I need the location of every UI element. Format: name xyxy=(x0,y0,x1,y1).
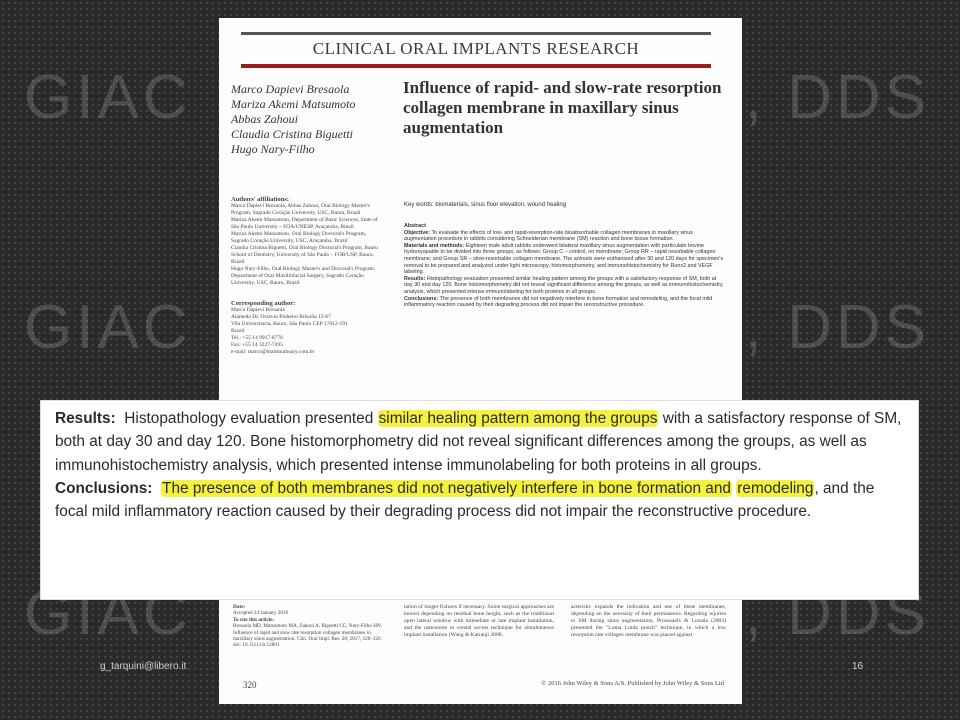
conclusions-highlight: remodeling xyxy=(737,479,814,497)
affiliations-heading: Authors' affiliations: xyxy=(231,196,289,203)
affiliation: Marco Dapievi Bresaola, Abbas Zahoui, Oral Biology Master's Program, Sagrado Coração University, USC, Bauru, Brazil xyxy=(231,203,370,216)
conclusions-label: Conclusions: xyxy=(55,479,153,497)
abstract-text: Histopathology evaluation presented similar healing pattern among the groups with a satisfactory response of SM, both at day 30 and day 120. Bone histomorphometry did not reveal significant difference among the groups, as well as immunohistochemistry analysis, which presented intense immunolabeling for both proteins in all groups. xyxy=(404,275,723,295)
correspondence-line: Fax: +55 14 3227-7495 xyxy=(231,342,283,348)
watermark-right: , DDS xyxy=(744,63,930,132)
correspondence-line: Alameda Dr. Octavio Pinheiro Brisolla 12-67 xyxy=(231,314,331,320)
zoom-callout xyxy=(41,401,918,599)
journal-rule xyxy=(241,64,711,68)
page-number: 320 xyxy=(243,680,257,690)
watermark-left: GIAC xyxy=(24,293,192,362)
journal-name: CLINICAL ORAL IMPLANTS RESEARCH xyxy=(241,32,711,59)
correspondence-heading: Corresponding author: xyxy=(231,300,296,307)
abstract xyxy=(404,223,724,309)
affiliation: Mariza Akemi Matsumoto, Department of Basic Sciences, State of São Paulo University – FOA/UNESP, Araçatuba, Brazil xyxy=(231,217,378,230)
correspondence-line: Brazil xyxy=(231,328,245,334)
body-column-3: acteristic expands the indication and use of these membranes, depending on the necessity of their permanence. Regarding injuries to SM during sinus augmentation, Proussaefs & Lozada (2003) presented the "Loma Linda pouch" technique, in which a low resorption rate collagen membrane was placed against xyxy=(571,604,726,638)
watermark-right: , DDS xyxy=(744,579,930,648)
results-text: Histopathology evaluation presented xyxy=(124,410,374,427)
results-text: with a satisfactory response of SM, both at day 30 and day 120. Bone histomorphometry did not reveal significant differences among the groups, as well as immunohistochemistry analysis, which presented intense immunolabeling for both proteins in all groups. xyxy=(55,410,902,474)
abstract-text: Eighteen male adult rabbits underwent bilateral maxillary sinus augmentation with particulate bovine hydroxyapatite to be divided into three groups, as follows: Group C – control, no membrane; Group RR – rapid resorbable collagen membrane; and Group SR – slow-resorbable collagen membrane. The animals were euthanized after 30 and 120 days for specimen's removal to be prepared and analyzed under light microscopy, histomorphometry, and immunohistochemistry for Runx2 and VEGF labeling. xyxy=(404,242,724,276)
results-label: Results: xyxy=(55,410,116,427)
author: Marco Dapievi Bresaola xyxy=(231,82,350,96)
abstract-section-methods xyxy=(404,243,724,276)
correspondence-line: Vila Universitaria, Bauru, São Paulo CEP 17012-191 xyxy=(231,321,348,327)
correspondence-line: e-mail: marco@martmuthoary.com.br xyxy=(231,349,315,355)
affiliations xyxy=(231,196,381,287)
correspondence xyxy=(231,300,381,356)
abstract-label: Materials and methods: xyxy=(404,242,465,249)
abstract-label: Conclusions: xyxy=(404,295,439,302)
slide-number: 16 xyxy=(852,661,864,672)
author-list xyxy=(231,82,355,157)
watermark-left: GIAC xyxy=(24,579,192,648)
author: Hugo Nary-Filho xyxy=(231,142,315,156)
article-title: Influence of rapid- and slow-rate resorption collagen membrane in maxillary sinus augmentation xyxy=(403,78,722,137)
copyright: © 2016 John Wiley & Sons A/S. Published by John Wiley & Sons Ltd xyxy=(541,680,724,687)
keywords: Key words: biomaterials, sinus floor elevation, wound healing xyxy=(404,202,567,208)
abstract-label: Objective: xyxy=(404,229,431,236)
affiliation: Hugo Nary-Filho, Oral Biology Master's and Doctoral's Program, Department of Oral Maxillofacial Surgery, Sagrado Coração University, USC, Bauru, Brazil xyxy=(231,266,376,286)
correspondence-line: Marco Dapievi Bresaola xyxy=(231,307,285,313)
abstract-heading: Abstract xyxy=(404,223,426,229)
abstract-section-results xyxy=(404,276,724,296)
author: Abbas Zahoui xyxy=(231,112,299,126)
abstract-label: Results: xyxy=(404,275,426,282)
author: Claudia Cristina Biguetti xyxy=(231,127,354,141)
abstract-text: The presence of both membranes did not negatively interfere in bone formation and remodeling, and the focal mild inflammatory reaction caused by their degrading process did not impair the reconstructive procedure. xyxy=(404,295,713,309)
affiliation: Claudia Cristina Biguetti, Oral Biology Doctoral's Program, Bauru School of Dentistry, University of São Paulo – FOB/USP, Bauru, Brazil xyxy=(231,245,378,265)
abstract-text: To evaluate the effects of low- and rapid-resorption-rate bioabsorbable collagen membranes in maxillary sinus augmentation procedure in rabbits considering Schneiderian membrane (SM) reaction and bone tissue formation. xyxy=(404,229,693,243)
article-dates-and-citation xyxy=(233,604,383,649)
conclusions-text: , and the focal mild inflammatory reaction caused by their degrading process did not impair the reconstructive procedure. xyxy=(55,479,875,521)
correspondence-line: Tel.: +55 14 9917-8778 xyxy=(231,335,283,341)
author: Mariza Akemi Matsumoto xyxy=(231,97,356,111)
watermark-right: , DDS xyxy=(744,293,930,362)
footer-email: g_tarquini@libero.it xyxy=(100,661,187,672)
citation: Bresaola MD, Matsumoto MA, Zahoui A, Biguetti CC, Nary-Filho HN. Influence of rapid and slow rate resorption collagen membranes in maxillary sinus augmentation. Clin. Oral Impl. Res. 28, 2017, 320–326 doi: 10.1111/clr.12801 xyxy=(233,623,382,649)
abstract-section-objective xyxy=(404,230,724,243)
dates: Accepted 24 January 2016 xyxy=(233,610,289,617)
affiliation: Mariza Akemi Matsumoto, Oral Biology Doctoral's Program, Sagrado Coração University, USC, Araçatuba, Brazil xyxy=(231,231,367,244)
dates-heading: Date: xyxy=(233,604,246,610)
body-column-2: tation of longer fixtures if necessary. Some surgical approaches are known depending on residual bone height, such as the traditional open lateral window with immediate or late implant installation, and the osteotome or crestal access technique for simultaneous implant installation (Wang & Katranji 2008, xyxy=(404,604,554,638)
results-highlight: similar healing pattern among the groups xyxy=(378,410,658,427)
watermark-left: GIAC xyxy=(24,63,192,132)
abstract-section-conclusions xyxy=(404,296,724,309)
conclusions-highlight: The presence of both membranes did not negatively interfere in bone formation and xyxy=(162,479,731,497)
cite-heading: To cite this article: xyxy=(233,616,275,623)
paper-page xyxy=(219,18,742,704)
